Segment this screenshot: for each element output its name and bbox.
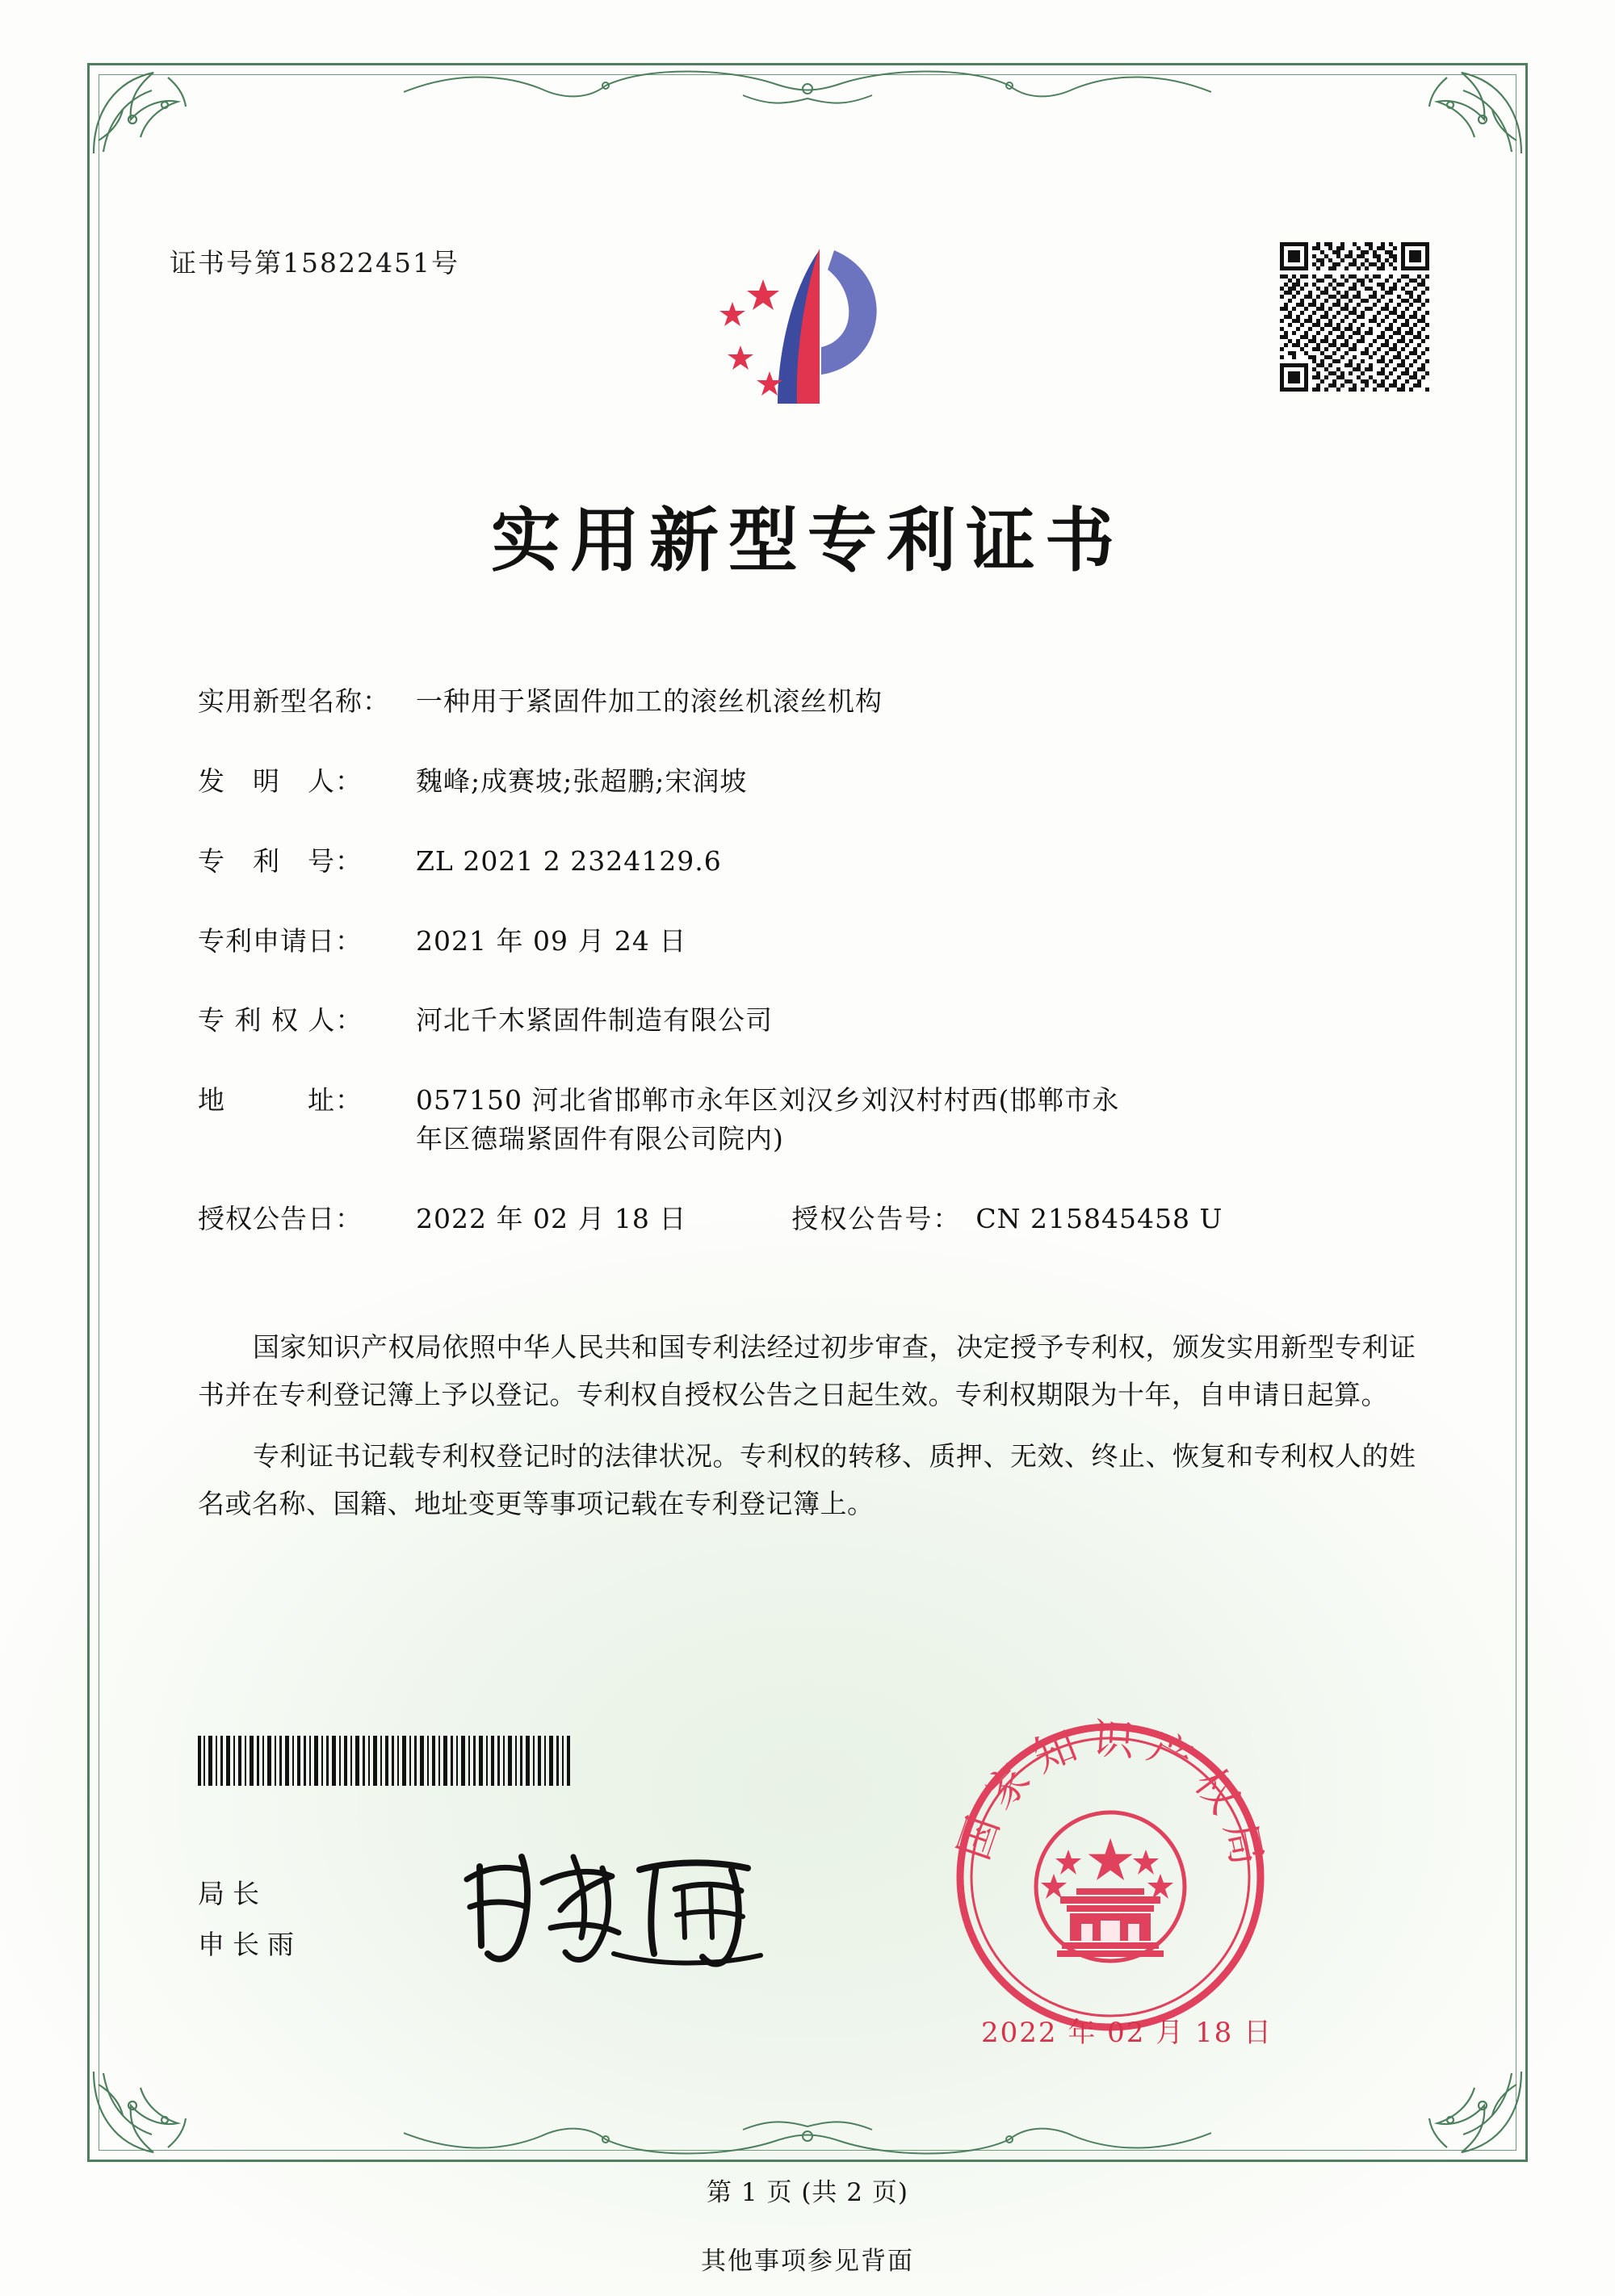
- field-label: 专利申请日：: [198, 924, 363, 957]
- paragraph-1: 国家知识产权局依照中华人民共和国专利法经过初步审查，决定授予专利权，颁发实用新型专利证书并在专利登记簿上予以登记。专利权自授权公告之日起生效。专利权期限为十年，自申请日起算。: [198, 1331, 1416, 1410]
- qr-code-icon: [1280, 242, 1429, 392]
- official-red-seal-icon: [941, 1707, 1280, 2047]
- field-label: 专 利 权 人：: [198, 1004, 363, 1037]
- field-label: 实用新型名称：: [198, 685, 390, 717]
- barcode-icon: [198, 1736, 610, 1786]
- handwritten-signature-icon: [452, 1833, 791, 1970]
- signature-block: [198, 1869, 302, 1970]
- field-row-patent-number: [198, 842, 1425, 881]
- field-row-inventors: [198, 762, 1425, 801]
- legal-text: [198, 1324, 1425, 1543]
- corner-ornament-bottom-left: [87, 2065, 208, 2162]
- field-row-patentee: [198, 1001, 1425, 1040]
- field-value-address: [416, 1081, 1425, 1158]
- field-row-application-date: [198, 922, 1425, 961]
- certificate-number: 证书号第15822451号: [170, 247, 459, 279]
- field-row-address: [198, 1081, 1425, 1158]
- field-value: 河北千木紧固件制造有限公司: [416, 1004, 773, 1037]
- grant-number-value: CN 215845458 U: [975, 1202, 1223, 1234]
- field-list: [198, 682, 1425, 1280]
- edge-ornament-top: [404, 68, 1211, 110]
- cnipa-logo-icon: [682, 242, 933, 416]
- page-title: 实用新型专利证书: [491, 500, 1124, 581]
- corner-ornament-top-right: [1407, 63, 1528, 160]
- field-label: 发 明 人：: [198, 765, 363, 797]
- grant-date-value: 2022 年 02 月 18 日: [416, 1202, 687, 1234]
- field-row-utility-model-name: [198, 682, 1425, 721]
- seal-date: 2022 年 02 月 18 日: [981, 2017, 1273, 2049]
- address-line-2: 年区德瑞紧固件有限公司院内): [416, 1123, 784, 1155]
- director-title-label: 局长: [198, 1878, 267, 1909]
- page-number: 第 1 页 (共 2 页): [707, 2178, 908, 2207]
- edge-ornament-bottom: [404, 2115, 1211, 2157]
- director-name-label: 申长雨: [198, 1928, 302, 1960]
- corner-ornament-top-left: [87, 63, 208, 160]
- svg-text:国家知识产权局: 国家知识产权局: [950, 1715, 1273, 1881]
- field-value: 2021 年 09 月 24 日: [416, 924, 687, 957]
- back-side-note: 其他事项参见背面: [701, 2247, 914, 2276]
- grant-number-label: 授权公告号：: [791, 1202, 962, 1234]
- address-line-1: 057150 河北省邯郸市永年区刘汉乡刘汉村村西(邯郸市永: [416, 1084, 1120, 1117]
- field-value: ZL 2021 2 2324129.6: [416, 844, 722, 877]
- field-value: 魏峰;成赛坡;张超鹏;宋润坡: [416, 765, 748, 797]
- paragraph-2: 专利证书记载专利权登记时的法律状况。专利权的转移、质押、无效、终止、恢复和专利权人的姓名或名称、国籍、地址变更等事项记载在专利登记簿上。: [198, 1440, 1416, 1520]
- field-row-grant: [198, 1200, 1425, 1238]
- grant-date-label: 授权公告日：: [198, 1202, 363, 1234]
- field-value: 一种用于紧固件加工的滚丝机滚丝机构: [416, 685, 883, 717]
- corner-ornament-bottom-right: [1407, 2065, 1528, 2162]
- field-label: 专 利 号：: [198, 844, 363, 877]
- field-label: 地 址：: [198, 1084, 363, 1117]
